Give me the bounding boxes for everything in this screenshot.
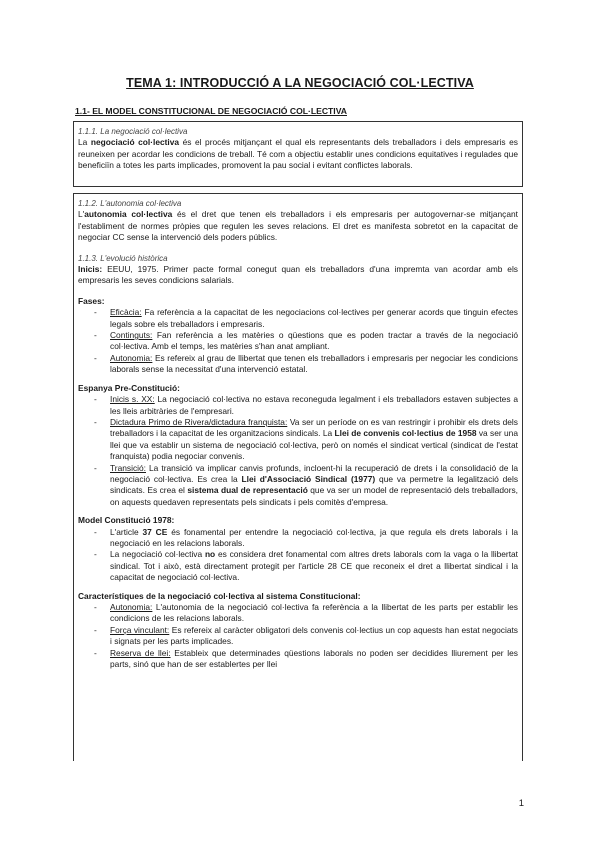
- fases-list: [78, 307, 518, 375]
- list-item: - Inicis s. XX: La negociació col·lectiva no estava reconeguda legalment i els treballadors estaven subjectes a les lleis arbitràries de l'empresari.: [78, 394, 518, 417]
- list-item: - L'article 37 CE és fonamental per entendre la negociació col·lectiva, ja que regula els drets laborals i la negociació en les relacions laborals.: [78, 527, 518, 550]
- model-label: Model Constitució 1978:: [78, 515, 175, 526]
- paragraph-autonomia: L'autonomia col·lectiva és el dret que tenen els treballadors i els empresaris per autogovernar-se mitjançant l'establiment de normes pròpies que regulen les seves relacions. El dret es manifesta sobretot en la capacitat de negociar CC sense la intervenció dels poders públics.: [78, 209, 518, 243]
- caracteristiques-list: [78, 602, 518, 670]
- paragraph-negociacio: La negociació col·lectiva és el procés mitjançant el qual els representants dels treballadors i dels empresaris es reuneixen per acordar les condicions de treball. Té com a objectiu establir unes condicions equitatives i regulades que beneficiïn a totes les parts implicades, promovent la pau social i evitant conflictes laborals.: [78, 137, 518, 171]
- list-item: - Continguts: Fan referència a les matèries o qüestions que es poden tractar a través de la negociació col·lectiva. Amb el temps, les matèries s'han anat ampliant.: [78, 330, 518, 353]
- list-item: - Eficàcia: Fa referència a la capacitat de les negociacions col·lectives per generar acords que tinguin efectes legals sobre els treballadors i empresaris.: [78, 307, 518, 330]
- espanya-list: [78, 394, 518, 508]
- subsection-heading: 1.1.1. La negociació col·lectiva: [78, 127, 188, 136]
- list-item: - Dictadura Primo de Rivera/dictadura franquista: Va ser un període on es van restringir i prohibir els drets dels treballadors i la capacitat de les organitzacions sindicals. La Llei de convenis col·lectius de 1958 va ser una llei que va establir un sistema de negociació col·lectiva, però on només el sindicat vertical (sindicat de l'estat franquista) podia negociar convenis.: [78, 417, 518, 463]
- subsection-heading: 1.1.2. L'autonomia col·lectiva: [78, 199, 182, 208]
- box-main-content: [73, 193, 523, 761]
- box-negociacio-collectiva: [73, 121, 523, 187]
- paragraph-inicis: Inicis: EEUU, 1975. Primer pacte formal conegut quan els treballadors d'una impremta van acordar amb els empresaris les seves condicions salarials.: [78, 264, 518, 286]
- caracteristiques-label: Característiques de la negociació col·lectiva al sistema Constitucional:: [78, 590, 361, 601]
- page-title: TEMA 1: INTRODUCCIÓ A LA NEGOCIACIÓ COL·LECTIVA: [126, 76, 474, 90]
- list-item: - La negociació col·lectiva no es considera dret fonamental com altres drets laborals com la vaga o la llibertat sindical. Tot i això, està directament protegit per l'article 28 CE que reconeix el dret a llibertat sindical i la capacitat de negociació col·lectiva.: [78, 549, 518, 583]
- espanya-label: Espanya Pre-Constitució:: [78, 382, 180, 393]
- model-list: [78, 527, 518, 584]
- subsection-heading: 1.1.3. L'evolució històrica: [78, 253, 168, 263]
- list-item: - Autonomia: Es refereix al grau de llibertat que tenen els treballadors i empresaris per negociar les condicions laborals sense la necessitat d'una intervenció estatal.: [78, 353, 518, 376]
- page-number: 1: [518, 798, 524, 809]
- list-item: - Autonomia: L'autonomia de la negociació col·lectiva fa referència a la llibertat de les parts per establir les condicions de les relacions laborals.: [78, 602, 518, 625]
- fases-label: Fases:: [78, 295, 105, 306]
- list-item: - Força vinculant: Es refereix al caràcter obligatori dels convenis col·lectius un cop aquests han estat negociats i signats per les parts implicades.: [78, 625, 518, 648]
- section-heading: 1.1- EL MODEL CONSTITUCIONAL DE NEGOCIACIÓ COL·LECTIVA: [75, 106, 347, 116]
- list-item: - Reserva de llei: Estableix que determinades qüestions laborals no poden ser decidides lliurement per les parts, sinó que han de ser establertes per llei: [78, 648, 518, 671]
- list-item: - Transició: La transició va implicar canvis profunds, incloent-hi la recuperació de drets i la consolidació de la negociació col·lectiva. Es crea la Llei d'Associació Sindical (1977) que va permetre la legalització dels sindicats. Es crea el sistema dual de representació que va ser un model de representació dels treballadors, on aquests quedaven representats pels sindicats i pels comitès d'empresa.: [78, 463, 518, 509]
